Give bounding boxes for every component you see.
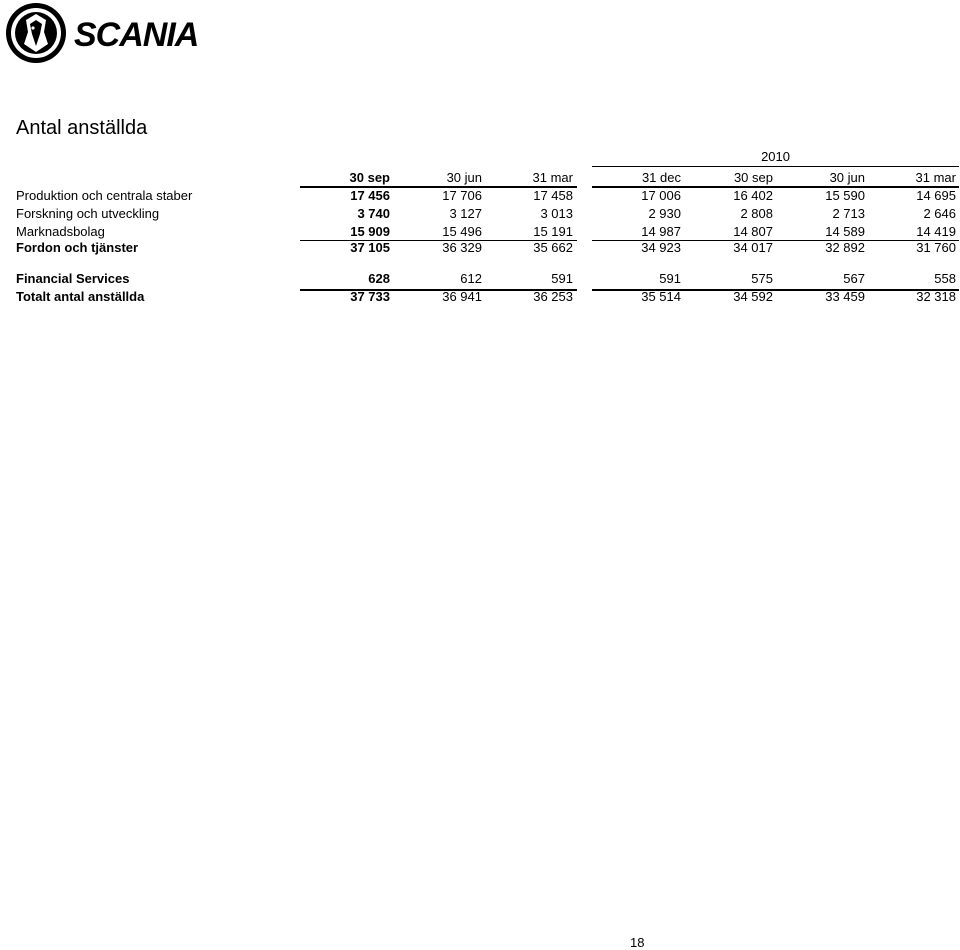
table-cell: 612: [460, 271, 482, 286]
table-cell: 14 987: [641, 224, 681, 239]
column-header: 30 sep: [349, 170, 390, 185]
table-cell: 591: [551, 271, 573, 286]
table-cell: 36 329: [442, 240, 482, 255]
table-cell: 35 514: [641, 289, 681, 304]
table-cell: 17 458: [533, 188, 573, 203]
column-header: 31 mar: [532, 170, 573, 185]
table-cell: 2 808: [740, 206, 773, 221]
table-cell: 15 909: [350, 224, 390, 239]
column-header: 30 jun: [446, 170, 482, 185]
scania-logo: [2, 2, 252, 64]
table-cell: 15 496: [442, 224, 482, 239]
table-cell: 17 006: [641, 188, 681, 203]
table-cell: 558: [934, 271, 956, 286]
table-cell: 34 923: [641, 240, 681, 255]
column-header: 31 mar: [915, 170, 956, 185]
table-cell: 2 646: [923, 206, 956, 221]
griffin-emblem-icon: [6, 3, 66, 63]
table-cell: 35 662: [533, 240, 573, 255]
year-rule: [592, 166, 959, 167]
table-cell: 3 740: [357, 206, 390, 221]
column-header: 30 sep: [733, 170, 773, 185]
table-cell: 34 592: [733, 289, 773, 304]
table-cell: 14 419: [916, 224, 956, 239]
row-label: Forskning och utveckling: [16, 206, 160, 221]
table-cell: 37 733: [350, 289, 390, 304]
table-cell: 3 013: [540, 206, 573, 221]
scania-wordmark: SCANIA: [74, 16, 199, 54]
row-label: Marknadsbolag: [16, 224, 105, 239]
table-cell: 15 590: [825, 188, 865, 203]
table-cell: 17 706: [442, 188, 482, 203]
table-cell: 628: [368, 271, 390, 286]
row-label: Produktion och centrala staber: [16, 188, 193, 203]
table-cell: 16 402: [733, 188, 773, 203]
column-header: 30 jun: [829, 170, 865, 185]
column-header: 31 dec: [641, 170, 681, 185]
table-cell: 32 318: [916, 289, 956, 304]
table-cell: 591: [659, 271, 681, 286]
table-cell: 31 760: [916, 240, 956, 255]
table-cell: 33 459: [825, 289, 865, 304]
table-cell: 37 105: [350, 240, 390, 255]
row-label: Totalt antal anställda: [16, 289, 145, 304]
table-cell: 15 191: [533, 224, 573, 239]
row-label: Fordon och tjänster: [16, 240, 139, 255]
table-cell: 14 695: [916, 188, 956, 203]
table-cell: 2 713: [832, 206, 865, 221]
table-cell: 34 017: [733, 240, 773, 255]
table-cell: 575: [751, 271, 773, 286]
row-label: Financial Services: [16, 271, 130, 286]
table-cell: 32 892: [825, 240, 865, 255]
table-cell: 14 589: [825, 224, 865, 239]
table-cell: 17 456: [350, 188, 390, 203]
table-cell: 567: [843, 271, 865, 286]
table-cell: 36 941: [442, 289, 482, 304]
table-cell: 14 807: [733, 224, 773, 239]
year-label: 2010: [761, 149, 790, 164]
page-number: 18: [630, 935, 645, 950]
table-cell: 2 930: [648, 206, 681, 221]
table-cell: 36 253: [533, 289, 573, 304]
page-title: Antal anställda: [16, 117, 148, 139]
table-cell: 3 127: [449, 206, 482, 221]
